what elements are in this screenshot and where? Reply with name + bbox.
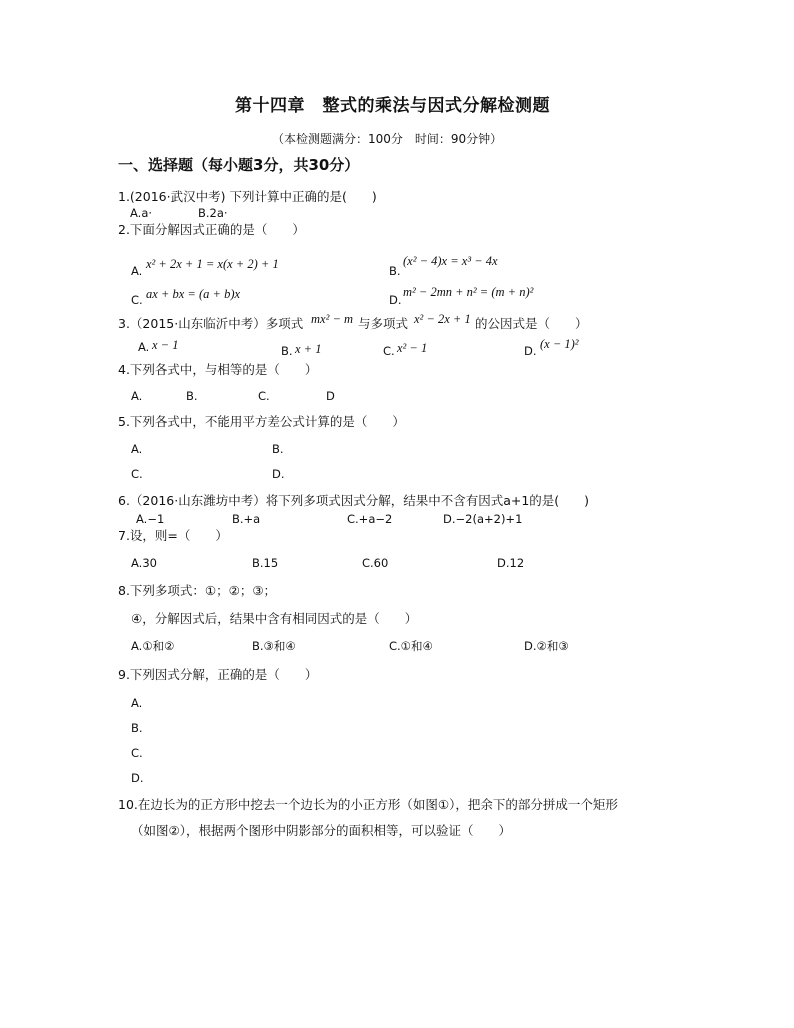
question-6-option-b: B.+a xyxy=(232,512,261,526)
question-3-stem-part-a: 3.（2015·山东临沂中考）多项式 xyxy=(118,316,304,331)
question-7-option-b: B.15 xyxy=(252,556,279,570)
question-9-option-b: B. xyxy=(131,721,143,735)
question-2-stem: 2.下面分解因式正确的是（ ） xyxy=(118,222,305,237)
question-8-option-b: B.③和④ xyxy=(252,639,296,653)
question-10-stem-line-1: 10.在边长为的正方形中挖去一个边长为的小正方形（如图①），把余下的部分拼成一个矩形 xyxy=(118,797,618,812)
question-3-option-a-formula: x − 1 xyxy=(152,338,179,352)
question-3-option-b-label: B. xyxy=(281,344,293,358)
question-2-option-d-label: D. xyxy=(389,293,402,307)
question-4-option-b: B. xyxy=(186,389,198,403)
question-9-option-a: A. xyxy=(131,696,143,710)
question-3-option-d-label: D. xyxy=(524,344,537,358)
question-3-option-a-label: A. xyxy=(138,340,150,354)
question-7-option-d: D.12 xyxy=(497,556,525,570)
section-heading: 一、选择题（每小题3分，共30分） xyxy=(118,156,360,174)
question-2-option-c-formula: ax + bx = (a + b)x xyxy=(146,287,241,301)
question-4-option-a: A. xyxy=(131,389,143,403)
question-2-option-a-label: A. xyxy=(131,264,143,278)
question-6-option-a: A.−1 xyxy=(136,512,165,526)
question-8-stem-continued: ④，分解因式后，结果中含有相同因式的是（ ） xyxy=(131,611,418,626)
question-9-stem: 9.下列因式分解，正确的是（ ） xyxy=(118,667,318,682)
question-6-option-c: C.+a−2 xyxy=(347,512,393,526)
question-10-stem-line-2: （如图②），根据两个图形中阴影部分的面积相等，可以验证（ ） xyxy=(131,823,511,838)
question-3-stem-part-c: 的公因式是（ ） xyxy=(475,316,588,331)
question-3-polynomial-2: x² − 2x + 1 xyxy=(414,312,471,326)
question-4-option-d: D xyxy=(326,389,335,403)
question-7-option-c: C.60 xyxy=(362,556,389,570)
question-1-option-a: A.a· xyxy=(130,206,153,220)
question-8-option-c: C.①和④ xyxy=(389,639,433,653)
question-8-option-a: A.①和② xyxy=(131,639,175,653)
question-2-option-a-formula: x² + 2x + 1 = x(x + 2) + 1 xyxy=(146,257,279,271)
question-2-option-d-formula: m² − 2mn + n² = (m + n)² xyxy=(403,285,534,299)
question-5-option-a: A. xyxy=(131,442,143,456)
question-7-option-a: A.30 xyxy=(131,556,157,570)
question-3-option-b-formula: x + 1 xyxy=(295,342,322,356)
question-3-option-c-formula: x² − 1 xyxy=(397,341,428,355)
question-3-stem-part-b: 与多项式 xyxy=(358,316,409,331)
question-3-option-d-formula: (x − 1)² xyxy=(540,337,579,351)
question-4-stem: 4.下列各式中，与相等的是（ ） xyxy=(118,362,318,377)
question-7-stem: 7.设，则=（ ） xyxy=(118,528,228,543)
page-subtitle: （本检测题满分：100分 时间：90分钟） xyxy=(272,132,503,146)
question-5-option-b: B. xyxy=(272,442,284,456)
question-4-option-c: C. xyxy=(258,389,270,403)
question-2-option-c-label: C. xyxy=(131,293,143,307)
question-5-option-d: D. xyxy=(272,467,285,481)
question-8-option-d: D.②和③ xyxy=(524,639,569,653)
question-2-option-b-formula: (x² − 4)x = x³ − 4x xyxy=(403,254,498,268)
question-9-option-c: C. xyxy=(131,746,143,760)
question-1-stem: 1.(2016·武汉中考) 下列计算中正确的是( ) xyxy=(118,189,377,204)
question-3-polynomial-1: mx² − m xyxy=(311,312,354,326)
question-5-option-c: C. xyxy=(131,467,143,481)
question-6-option-d: D.−2(a+2)+1 xyxy=(443,512,523,526)
question-3-option-c-label: C. xyxy=(383,344,395,358)
question-5-stem: 5.下列各式中，不能用平方差公式计算的是（ ） xyxy=(118,414,405,429)
question-9-option-d: D. xyxy=(131,771,144,785)
question-1-option-b: B.2a· xyxy=(198,206,228,220)
question-2-option-b-label: B. xyxy=(389,264,401,278)
question-8-stem: 8.下列多项式：①；②；③； xyxy=(118,583,277,598)
question-6-stem: 6.（2016·山东潍坊中考）将下列多项式因式分解，结果中不含有因式a+1的是( ) xyxy=(118,493,590,508)
page-title: 第十四章 整式的乘法与因式分解检测题 xyxy=(235,96,550,116)
